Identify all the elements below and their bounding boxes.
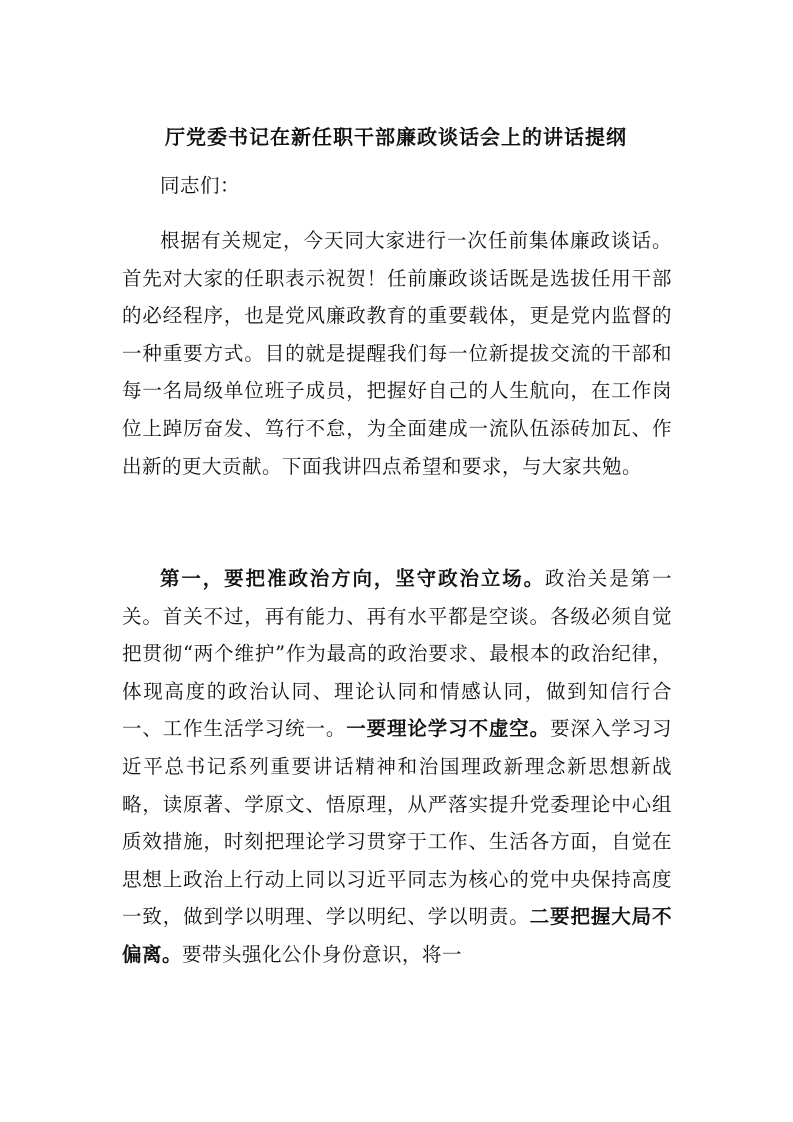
overall-situation-text: 要带头强化公仆身份意识，将一: [182, 942, 463, 966]
paragraph-first-point: [122, 560, 672, 974]
subheading-overall-situation: 二要把握大局不偏离。: [122, 905, 672, 966]
heading-first-point: 第一，要把准政治方向，坚守政治立场。: [160, 567, 546, 590]
document-title: 厅党委书记在新任职干部廉政谈话会上的讲话提纲: [165, 125, 627, 149]
subheading-theory-study: 一要理论学习不虚空。: [346, 717, 551, 741]
first-point-text: 政治关是第一关。首关不过，再有能力、再有水平都是空谈。各级必须自觉把贯彻“两个维护”作为最高的政治要求、最根本的政治纪律，体现高度的政治认同、理论认同和情感认同，做到知信行合一、工作生活学习统一。: [122, 567, 672, 741]
salutation: 同志们：: [160, 174, 241, 197]
theory-study-text: 要深入学习习近平总书记系列重要讲话精神和治国理政新理念新思想新战略，读原著、学原文、悟原理，从严落实提升党委理论中心组质效措施，时刻把理论学习贯穿于工作、生活各方面，自觉在思想上政治上行动上同以习近平同志为核心的党中央保持高度一致，做到学以明理、学以明纪、学以明责。: [122, 717, 672, 929]
paragraph-intro: 根据有关规定，今天同大家进行一次任前集体廉政谈话。首先对大家的任职表示祝贺！任前廉政谈话既是选拔任用干部的必经程序，也是党风廉政教育的重要载体，更是党内监督的一种重要方式。目的就是提醒我们每一位新提拔交流的干部和每一名局级单位班子成员，把握好自己的人生航向，在工作岗位上踔厉奋发、笃行不怠，为全面建成一流队伍添砖加瓦、作出新的更大贡献。下面我讲四点希望和要求，与大家共勉。: [122, 229, 672, 478]
